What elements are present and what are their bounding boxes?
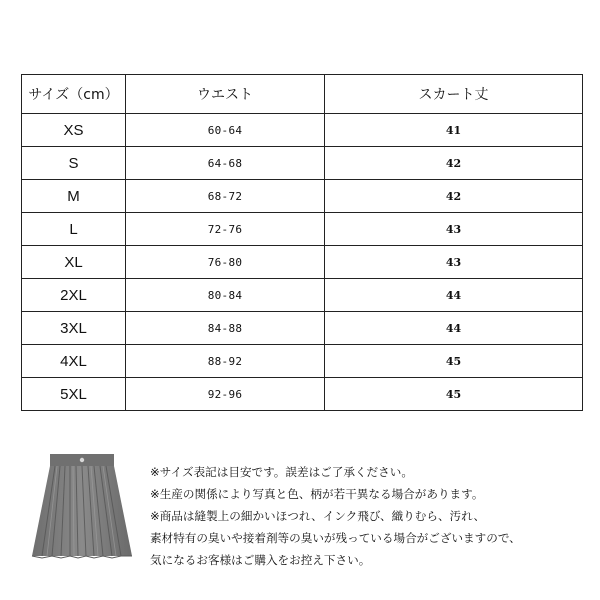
cell-waist: 92-96 — [126, 378, 325, 411]
note-line: 素材特有の臭いや接着剤等の臭いが残っている場合がございますので、 — [150, 531, 521, 545]
cell-waist: 76-80 — [126, 246, 325, 279]
note-line: ※商品は縫製上の細かいほつれ、インク飛び、織りむら、汚れ、 — [150, 509, 486, 523]
cell-size: XS — [22, 114, 126, 147]
cell-length: 44 — [325, 279, 583, 312]
header-waist: ウエスト — [126, 75, 325, 114]
cell-waist: 80-84 — [126, 279, 325, 312]
cell-size: 2XL — [22, 279, 126, 312]
size-table — [21, 74, 583, 411]
cell-waist: 88-92 — [126, 345, 325, 378]
cell-size: XL — [22, 246, 126, 279]
header-skirt-length: スカート丈 — [325, 75, 583, 114]
header-size: サイズ（cm） — [22, 75, 126, 114]
cell-size: M — [22, 180, 126, 213]
table-row — [22, 279, 583, 312]
table-row — [22, 114, 583, 147]
table-row — [22, 345, 583, 378]
table-row — [22, 213, 583, 246]
table-row — [22, 378, 583, 411]
table-row — [22, 312, 583, 345]
cell-length: 42 — [325, 147, 583, 180]
pleated-skirt-icon — [28, 452, 136, 562]
notes — [150, 461, 590, 571]
cell-waist: 84-88 — [126, 312, 325, 345]
table-row — [22, 246, 583, 279]
cell-size: 3XL — [22, 312, 126, 345]
cell-length: 43 — [325, 213, 583, 246]
cell-size: S — [22, 147, 126, 180]
cell-length: 45 — [325, 345, 583, 378]
note-line: 気になるお客様はご購入をお控え下さい。 — [150, 553, 371, 567]
cell-size: 5XL — [22, 378, 126, 411]
note-line: ※生産の関係により写真と色、柄が若干異なる場合があります。 — [150, 487, 484, 501]
table-row — [22, 147, 583, 180]
cell-length: 42 — [325, 180, 583, 213]
cell-length: 43 — [325, 246, 583, 279]
table-header-row — [22, 75, 583, 114]
table-row — [22, 180, 583, 213]
cell-waist: 68-72 — [126, 180, 325, 213]
cell-size: 4XL — [22, 345, 126, 378]
cell-length: 41 — [325, 114, 583, 147]
cell-waist: 64-68 — [126, 147, 325, 180]
cell-size: L — [22, 213, 126, 246]
cell-length: 44 — [325, 312, 583, 345]
cell-waist: 60-64 — [126, 114, 325, 147]
cell-waist: 72-76 — [126, 213, 325, 246]
cell-length: 45 — [325, 378, 583, 411]
note-line: ※サイズ表記は目安です。誤差はご了承ください。 — [150, 465, 413, 479]
